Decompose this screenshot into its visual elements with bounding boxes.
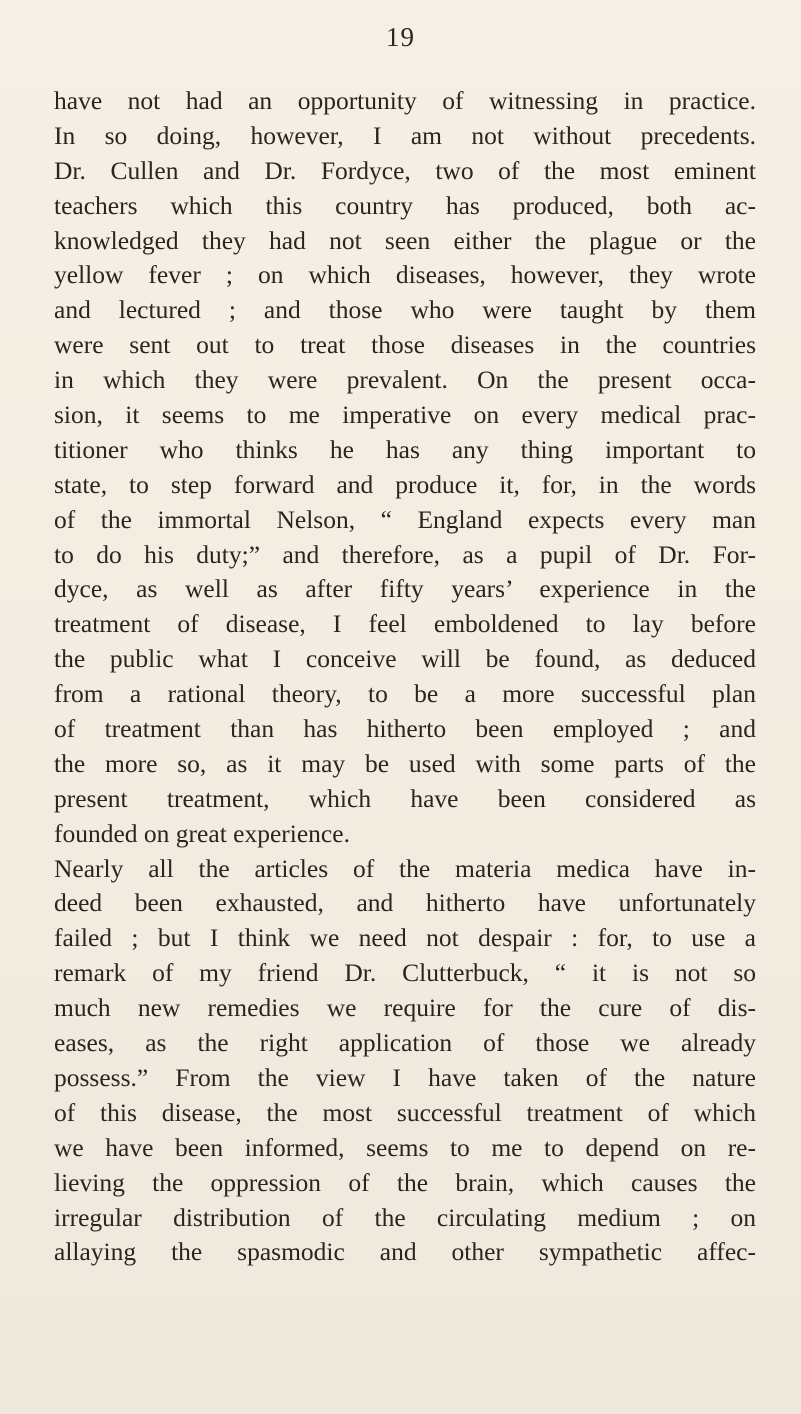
text-line: In so doing, however, I am not without precedents. [54, 120, 756, 150]
text-line: present treatment, which have been considered as [54, 783, 756, 813]
text-line: treatment of disease, I feel emboldened to lay before [54, 609, 756, 639]
text-line: have not had an opportunity of witnessing in practice. [54, 86, 756, 115]
body-text [54, 84, 756, 1270]
text-line: we have been informed, seems to me to depend on re- [54, 1132, 756, 1162]
text-line: remark of my friend Dr. Clutterbuck, “ it is not so [54, 958, 756, 988]
text-line: in which they were prevalent. On the present occa- [54, 365, 756, 395]
text-line: of treatment than has hitherto been employed ; and [54, 714, 756, 744]
text-line: eases, as the right application of those we already [54, 1028, 756, 1058]
text-line: the more so, as it may be used with some parts of the [54, 748, 756, 778]
text-line: were sent out to treat those diseases in the countries [54, 330, 756, 360]
text-line: founded on great experience. [54, 818, 350, 848]
text-line: Dr. Cullen and Dr. Fordyce, two of the most eminent [54, 155, 756, 185]
text-line: of the immortal Nelson, “ England expects every man [54, 504, 756, 534]
text-line: state, to step forward and produce it, for, in the words [54, 469, 756, 499]
text-line: deed been exhausted, and hitherto have unfortunately [54, 888, 756, 918]
page-number: 19 [386, 22, 415, 52]
text-line: allaying the spasmodic and other sympathetic affec- [54, 1237, 756, 1267]
text-line: failed ; but I think we need not despair : for, to use a [54, 923, 756, 953]
text-line: of this disease, the most successful treatment of which [54, 1097, 756, 1127]
text-line: titioner who thinks he has any thing important to [54, 434, 756, 464]
text-line: possess.” From the view I have taken of the nature [54, 1062, 756, 1092]
text-line: teachers which this country has produced, both ac- [54, 190, 756, 220]
text-line: to do his duty;” and therefore, as a pupil of Dr. For- [54, 539, 756, 569]
text-line: and lectured ; and those who were taught by them [54, 295, 756, 325]
text-line: knowledged they had not seen either the plague or the [54, 225, 756, 255]
text-line: sion, it seems to me imperative on every medical prac- [54, 400, 756, 430]
text-line: dyce, as well as after fifty years’ experience in the [54, 574, 756, 604]
text-line: much new remedies we require for the cure of dis- [54, 993, 756, 1023]
text-line: the public what I conceive will be found, as deduced [54, 644, 756, 674]
text-line: from a rational theory, to be a more successful plan [54, 679, 756, 709]
text-line: lieving the oppression of the brain, which causes the [54, 1167, 756, 1197]
text-line: Nearly all the articles of the materia medica have in- [54, 853, 756, 883]
text-line: yellow fever ; on which diseases, however, they wrote [54, 260, 756, 290]
text-line: irregular distribution of the circulating medium ; on [54, 1202, 756, 1232]
